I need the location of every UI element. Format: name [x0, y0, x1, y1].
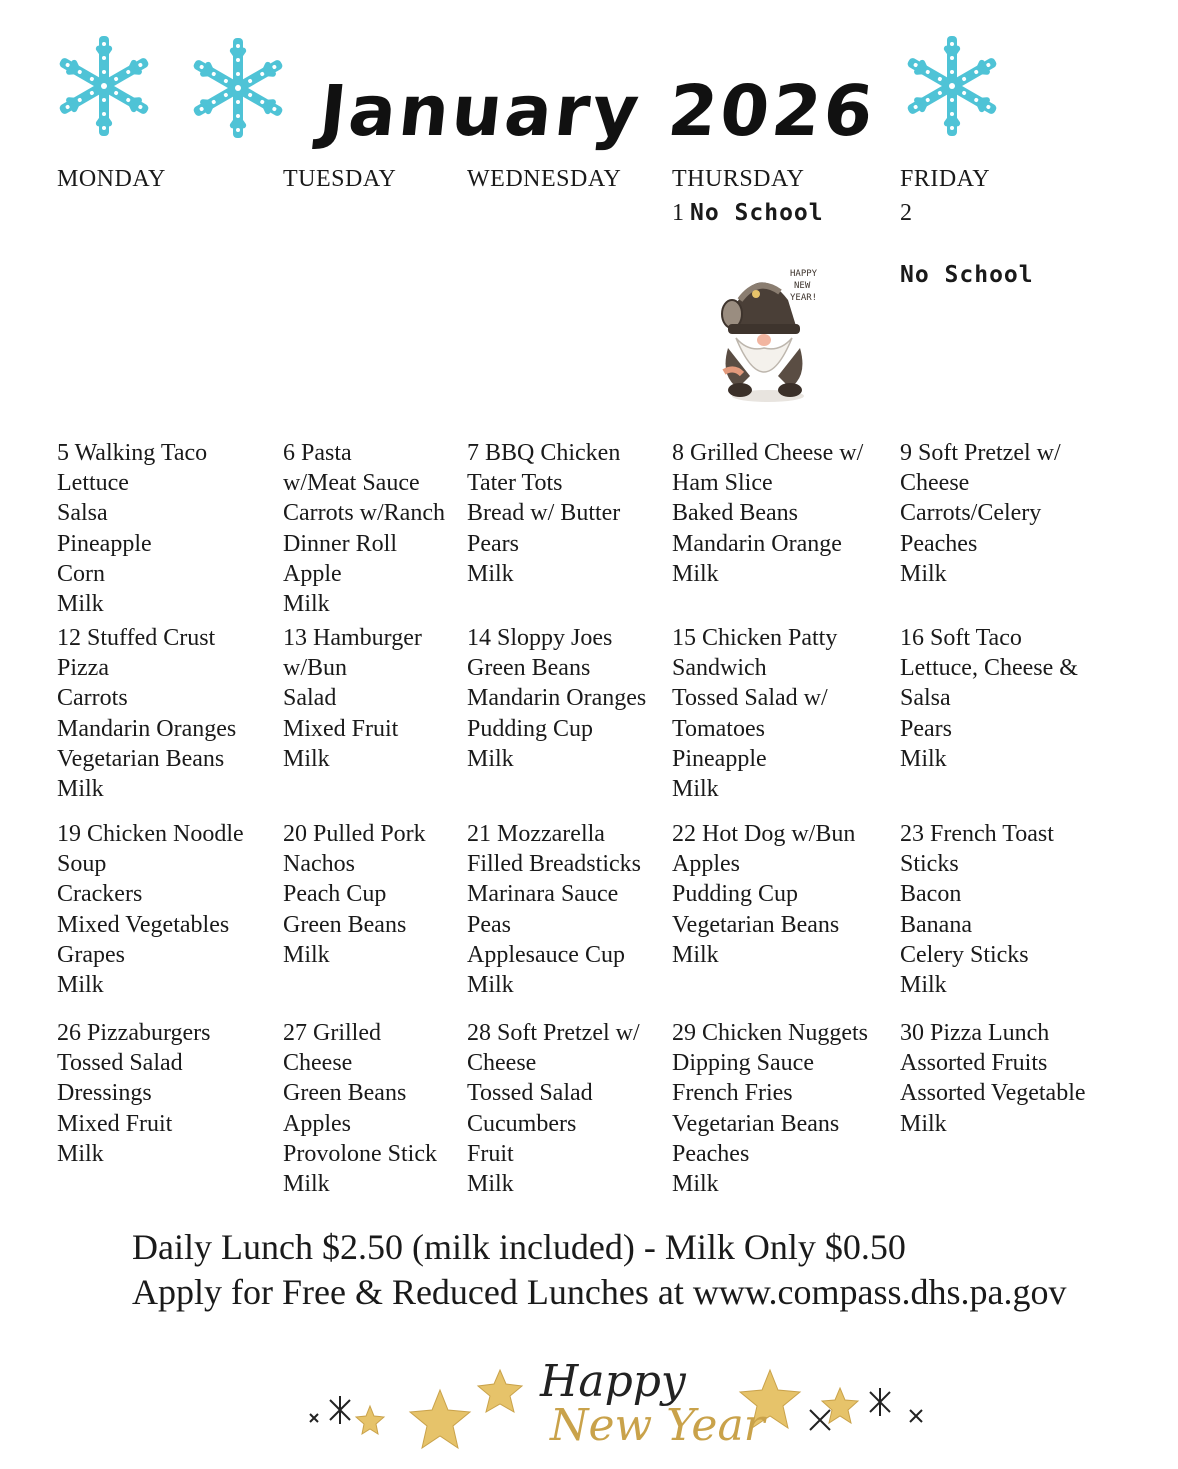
menu-item: Assorted Fruits	[900, 1050, 1048, 1077]
menu-item: Milk	[467, 1171, 514, 1198]
menu-item: Tossed Salad	[467, 1080, 593, 1107]
menu-entree: 20 Pulled Pork	[283, 821, 426, 847]
menu-item: Vegetarian Beans	[672, 1110, 840, 1137]
menu-item: Soup	[57, 851, 107, 878]
menu-item: Milk	[900, 1110, 947, 1137]
date-number: 1	[672, 200, 684, 226]
menu-cell-wednesday	[467, 819, 641, 1000]
svg-text:HAPPY: HAPPY	[790, 269, 818, 279]
menu-item: Milk	[672, 941, 719, 968]
day-header-friday: FRIDAY	[900, 166, 991, 192]
menu-item: Carrots	[57, 685, 128, 712]
menu-item: Milk	[900, 560, 947, 587]
menu-entree: 16 Soft Taco	[900, 625, 1022, 651]
menu-item: Milk	[283, 591, 330, 618]
menu-item: Pineapple	[57, 530, 152, 557]
menu-item: Fruit	[467, 1140, 514, 1167]
day-header-tuesday: TUESDAY	[283, 166, 397, 192]
banner-line-2: New Year	[550, 1400, 765, 1451]
menu-item: Peaches	[672, 1140, 750, 1167]
menu-item: Celery Sticks	[900, 941, 1029, 968]
price-info: Daily Lunch $2.50 (milk included) - Milk Only $0.50	[132, 1227, 906, 1267]
banner-line-1: Happy	[540, 1356, 686, 1407]
menu-item: Pears	[900, 715, 952, 742]
day-header-monday: MONDAY	[57, 166, 166, 192]
happy-new-year-text	[540, 1356, 765, 1451]
menu-cell-wednesday	[467, 623, 646, 774]
menu-item: Vegetarian Beans	[57, 745, 225, 772]
menu-entree: 8 Grilled Cheese w/	[672, 440, 864, 466]
menu-entree: 26 Pizzaburgers	[57, 1020, 211, 1046]
menu-entree: 27 Grilled	[283, 1020, 381, 1046]
menu-item: Apple	[283, 560, 342, 587]
menu-item: Salsa	[900, 685, 951, 712]
day-header-wednesday: WEDNESDAY	[467, 166, 622, 192]
menu-item: Baked Beans	[672, 500, 798, 527]
menu-item: Dipping Sauce	[672, 1050, 814, 1077]
date-number: 2	[900, 200, 912, 226]
menu-entree: 6 Pasta	[283, 440, 352, 466]
menu-entree: 5 Walking Taco	[57, 440, 208, 466]
menu-item: Pineapple	[672, 745, 767, 772]
menu-item: Milk	[283, 941, 330, 968]
menu-cell-monday	[57, 623, 236, 804]
menu-entree: 7 BBQ Chicken	[467, 440, 621, 466]
menu-item: Peaches	[900, 530, 978, 557]
menu-item: Salad	[283, 685, 337, 712]
menu-item: Tater Tots	[467, 470, 563, 497]
svg-text:NEW: NEW	[794, 281, 811, 291]
menu-cell-friday	[900, 1018, 1086, 1139]
menu-entree: 29 Chicken Nuggets	[672, 1020, 868, 1046]
menu-item: Mixed Fruit	[57, 1110, 173, 1137]
menu-item: Green Beans	[283, 1080, 407, 1107]
menu-item: Banana	[900, 911, 972, 938]
menu-item: w/Meat Sauce	[283, 470, 420, 497]
menu-cell-friday	[900, 438, 1061, 589]
menu-item: Milk	[467, 560, 514, 587]
menu-cell-thursday	[672, 819, 855, 970]
menu-item: Pudding Cup	[672, 881, 799, 908]
menu-entree: 13 Hamburger	[283, 625, 422, 651]
menu-item: Marinara Sauce	[467, 881, 619, 908]
menu-item: Milk	[467, 745, 514, 772]
menu-cell-monday	[57, 438, 207, 619]
menu-item: Filled Breadsticks	[467, 851, 641, 878]
menu-item: Milk	[283, 745, 330, 772]
menu-item: Peas	[467, 911, 511, 938]
menu-item: Bread w/ Butter	[467, 500, 621, 527]
apply-info: Apply for Free & Reduced Lunches at www.compass.dhs.pa.gov	[132, 1272, 1067, 1312]
menu-item: Milk	[57, 972, 104, 999]
menu-item: Vegetarian Beans	[672, 911, 840, 938]
menu-item: Grapes	[57, 941, 125, 968]
menu-cell-thursday	[672, 623, 837, 804]
page-title: January 2026	[315, 70, 880, 152]
menu-entree: 15 Chicken Patty	[672, 625, 838, 651]
menu-item: Bacon	[900, 881, 962, 908]
menu-cell-friday	[900, 819, 1054, 1000]
menu-item: Crackers	[57, 881, 143, 908]
menu-item: Pears	[467, 530, 519, 557]
menu-cell-thursday	[672, 1018, 868, 1199]
menu-item: Carrots/Celery	[900, 500, 1042, 527]
thursday-1-cell	[672, 200, 824, 227]
menu-item: Salsa	[57, 500, 108, 527]
menu-cell-thursday	[672, 438, 863, 589]
menu-item: w/Bun	[283, 655, 348, 682]
menu-item: Mixed Fruit	[283, 715, 399, 742]
menu-cell-tuesday	[283, 623, 422, 774]
menu-item: Cheese	[900, 470, 970, 497]
snowflake-icon	[52, 30, 156, 142]
menu-item: Pizza	[57, 655, 109, 682]
menu-item: Milk	[672, 1171, 719, 1198]
menu-item: Corn	[57, 560, 105, 587]
menu-item: Lettuce	[57, 470, 129, 497]
menu-item: Tossed Salad w/	[672, 685, 828, 712]
menu-item: Sticks	[900, 851, 959, 878]
menu-item: Provolone Stick	[283, 1140, 437, 1167]
menu-item: Ham Slice	[672, 470, 773, 497]
menu-entree: 30 Pizza Lunch	[900, 1020, 1050, 1046]
menu-entree: 14 Sloppy Joes	[467, 625, 613, 651]
menu-item: Nachos	[283, 851, 355, 878]
menu-cell-tuesday	[283, 819, 426, 970]
new-year-gnome-illustration	[710, 256, 828, 404]
menu-entree: 19 Chicken Noodle	[57, 821, 244, 847]
menu-entree: 21 Mozzarella	[467, 821, 605, 847]
menu-item: Milk	[467, 972, 514, 999]
menu-item: Milk	[900, 972, 947, 999]
svg-text:YEAR!: YEAR!	[790, 293, 818, 303]
menu-item: Mandarin Orange	[672, 530, 842, 557]
menu-cell-wednesday	[467, 438, 620, 589]
menu-item: Tomatoes	[672, 715, 765, 742]
menu-cell-tuesday	[283, 1018, 437, 1199]
menu-item: Lettuce, Cheese &	[900, 655, 1078, 682]
menu-entree: 9 Soft Pretzel w/	[900, 440, 1061, 466]
menu-item: Pudding Cup	[467, 715, 594, 742]
menu-item: Carrots w/Ranch	[283, 500, 445, 527]
menu-entree: 12 Stuffed Crust	[57, 625, 216, 651]
menu-item: French Fries	[672, 1080, 793, 1107]
menu-cell-friday	[900, 623, 1078, 774]
menu-item: Sandwich	[672, 655, 767, 682]
day-header-thursday: THURSDAY	[672, 166, 805, 192]
menu-item: Mandarin Oranges	[467, 685, 647, 712]
menu-item: Cucumbers	[467, 1110, 577, 1137]
no-school-note: No School	[690, 200, 824, 226]
no-school-note: No School	[900, 262, 1034, 288]
menu-item: Cheese	[467, 1050, 537, 1077]
snowflake-icon	[186, 32, 290, 144]
menu-item: Assorted Vegetable	[900, 1080, 1086, 1107]
menu-item: Milk	[57, 776, 104, 803]
menu-item: Milk	[900, 745, 947, 772]
menu-item: Applesauce Cup	[467, 941, 625, 968]
menu-item: Dressings	[57, 1080, 152, 1107]
menu-cell-wednesday	[467, 1018, 640, 1199]
menu-item: Dinner Roll	[283, 530, 397, 557]
menu-item: Milk	[57, 1140, 104, 1167]
menu-cell-monday	[57, 819, 244, 1000]
menu-item: Milk	[672, 560, 719, 587]
menu-item: Cheese	[283, 1050, 353, 1077]
menu-item: Milk	[57, 591, 104, 618]
menu-item: Apples	[672, 851, 740, 878]
menu-cell-monday	[57, 1018, 211, 1169]
menu-cell-tuesday	[283, 438, 445, 619]
menu-item: Tossed Salad	[57, 1050, 183, 1077]
menu-item: Mandarin Oranges	[57, 715, 237, 742]
menu-entree: 22 Hot Dog w/Bun	[672, 821, 856, 847]
menu-item: Peach Cup	[283, 881, 387, 908]
menu-item: Apples	[283, 1110, 351, 1137]
menu-entree: 23 French Toast	[900, 821, 1054, 847]
menu-item: Milk	[283, 1171, 330, 1198]
menu-item: Mixed Vegetables	[57, 911, 230, 938]
menu-item: Milk	[672, 776, 719, 803]
menu-item: Green Beans	[283, 911, 407, 938]
menu-entree: 28 Soft Pretzel w/	[467, 1020, 640, 1046]
menu-item: Green Beans	[467, 655, 591, 682]
